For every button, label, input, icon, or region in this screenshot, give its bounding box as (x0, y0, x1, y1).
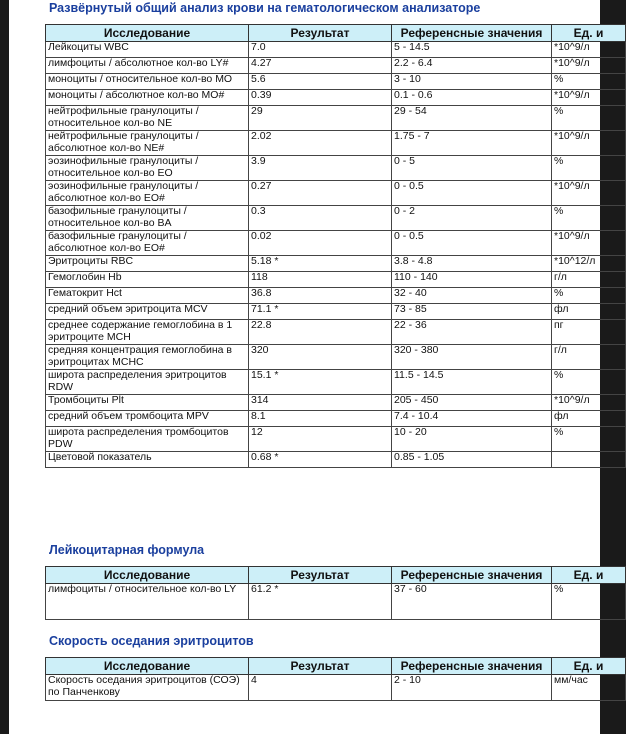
test-units: г/л (552, 345, 626, 370)
test-name: широта распределения тромбоцитов PDW (46, 427, 249, 452)
table-header-row (46, 658, 626, 675)
test-reference: 0 - 0.5 (392, 231, 552, 256)
header-result: Результат (249, 658, 392, 675)
test-units: г/л (552, 272, 626, 288)
header-reference: Референсные значения (392, 567, 552, 584)
test-name: Гемоглобин Hb (46, 272, 249, 288)
test-result: 4 (249, 675, 392, 701)
test-reference: 29 - 54 (392, 106, 552, 131)
test-reference: 320 - 380 (392, 345, 552, 370)
table-row (46, 304, 626, 320)
test-name: Эритроциты RBC (46, 256, 249, 272)
table-row (46, 74, 626, 90)
test-result: 22.8 (249, 320, 392, 345)
table-row (46, 90, 626, 106)
table-row (46, 345, 626, 370)
header-result: Результат (249, 25, 392, 42)
test-units: *10^9/л (552, 131, 626, 156)
test-result: 8.1 (249, 411, 392, 427)
table-row (46, 181, 626, 206)
test-units: *10^9/л (552, 58, 626, 74)
header-reference: Референсные значения (392, 658, 552, 675)
esr-results-table (45, 657, 626, 701)
table-row (46, 106, 626, 131)
test-name: лимфоциты / абсолютное кол-во LY# (46, 58, 249, 74)
test-result: 71.1 * (249, 304, 392, 320)
test-reference: 0 - 5 (392, 156, 552, 181)
test-name: эозинофильные гранулоциты / абсолютное кол-во EO# (46, 181, 249, 206)
test-result: 15.1 * (249, 370, 392, 395)
header-test: Исследование (46, 658, 249, 675)
header-test: Исследование (46, 25, 249, 42)
test-name: широта распределения эритроцитов RDW (46, 370, 249, 395)
test-units: фл (552, 304, 626, 320)
test-result: 7.0 (249, 42, 392, 58)
test-reference: 7.4 - 10.4 (392, 411, 552, 427)
test-units: % (552, 156, 626, 181)
test-result: 61.2 * (249, 584, 392, 620)
main-results-table (45, 24, 626, 468)
test-units: % (552, 206, 626, 231)
table-row (46, 411, 626, 427)
test-name: средняя концентрация гемоглобина в эритроцитах MCHC (46, 345, 249, 370)
table-row (46, 288, 626, 304)
test-name: базофильные гранулоциты / абсолютное кол-во EO# (46, 231, 249, 256)
table-row (46, 156, 626, 181)
test-reference: 2.2 - 6.4 (392, 58, 552, 74)
test-name: Цветовой показатель (46, 452, 249, 468)
test-result: 118 (249, 272, 392, 288)
test-reference: 0 - 0.5 (392, 181, 552, 206)
test-name: Скорость оседания эритроцитов (СОЭ) по Панченкову (46, 675, 249, 701)
test-result: 29 (249, 106, 392, 131)
esr-section-title: Скорость оседания эритроцитов (49, 634, 254, 648)
table-row (46, 58, 626, 74)
table-row (46, 272, 626, 288)
test-reference: 1.75 - 7 (392, 131, 552, 156)
test-result: 0.68 * (249, 452, 392, 468)
test-name: эозинофильные гранулоциты / относительное кол-во EO (46, 156, 249, 181)
test-name: моноциты / относительное кол-во MO (46, 74, 249, 90)
test-name: средний объем тромбоцита MPV (46, 411, 249, 427)
table-row (46, 206, 626, 231)
table-row (46, 231, 626, 256)
table-row (46, 42, 626, 58)
test-name: базофильные гранулоциты / относительное кол-во BA (46, 206, 249, 231)
header-units: Ед. и (552, 567, 626, 584)
report-page (9, 0, 604, 734)
test-reference: 73 - 85 (392, 304, 552, 320)
main-section-title: Развёрнутый общий анализ крови на гематологическом анализаторе (49, 1, 481, 15)
test-units: фл (552, 411, 626, 427)
test-name: Лейкоциты WBC (46, 42, 249, 58)
test-reference: 2 - 10 (392, 675, 552, 701)
test-result: 5.18 * (249, 256, 392, 272)
test-name: среднее содержание гемоглобина в 1 эритроците MCH (46, 320, 249, 345)
test-reference: 32 - 40 (392, 288, 552, 304)
test-result: 5.6 (249, 74, 392, 90)
table-row (46, 320, 626, 345)
test-units: % (552, 106, 626, 131)
test-name: Тромбоциты Plt (46, 395, 249, 411)
test-units: % (552, 427, 626, 452)
test-result: 36.8 (249, 288, 392, 304)
header-test: Исследование (46, 567, 249, 584)
test-units: *10^9/л (552, 231, 626, 256)
test-reference: 0 - 2 (392, 206, 552, 231)
test-name: лимфоциты / относительное кол-во LY (46, 584, 249, 620)
test-result: 0.39 (249, 90, 392, 106)
test-reference: 10 - 20 (392, 427, 552, 452)
table-header-row (46, 25, 626, 42)
test-units (552, 452, 626, 468)
test-result: 4.27 (249, 58, 392, 74)
table-row (46, 256, 626, 272)
header-units: Ед. и (552, 658, 626, 675)
header-reference: Референсные значения (392, 25, 552, 42)
table-header-row (46, 567, 626, 584)
table-row (46, 131, 626, 156)
test-reference: 0.1 - 0.6 (392, 90, 552, 106)
table-row (46, 395, 626, 411)
test-name: моноциты / абсолютное кол-во MO# (46, 90, 249, 106)
test-result: 12 (249, 427, 392, 452)
test-reference: 110 - 140 (392, 272, 552, 288)
test-units: *10^9/л (552, 181, 626, 206)
leuko-section-title: Лейкоцитарная формула (49, 543, 205, 557)
test-units: пг (552, 320, 626, 345)
test-result: 3.9 (249, 156, 392, 181)
test-name: средний объем эритроцита MCV (46, 304, 249, 320)
test-reference: 0.85 - 1.05 (392, 452, 552, 468)
test-units: % (552, 288, 626, 304)
table-row (46, 675, 626, 701)
header-result: Результат (249, 567, 392, 584)
test-units: *10^9/л (552, 90, 626, 106)
test-result: 2.02 (249, 131, 392, 156)
test-units: % (552, 74, 626, 90)
test-result: 0.3 (249, 206, 392, 231)
table-row (46, 584, 626, 620)
test-name: нейтрофильные гранулоциты / относительное кол-во NE (46, 106, 249, 131)
test-units: *10^9/л (552, 395, 626, 411)
header-units: Ед. и (552, 25, 626, 42)
test-result: 0.27 (249, 181, 392, 206)
test-result: 314 (249, 395, 392, 411)
test-name: Гематокрит Hct (46, 288, 249, 304)
test-units: % (552, 584, 626, 620)
test-reference: 3 - 10 (392, 74, 552, 90)
test-reference: 205 - 450 (392, 395, 552, 411)
test-units: мм/час (552, 675, 626, 701)
test-result: 320 (249, 345, 392, 370)
leuko-results-table (45, 566, 626, 620)
test-reference: 5 - 14.5 (392, 42, 552, 58)
test-units: *10^12/л (552, 256, 626, 272)
test-name: нейтрофильные гранулоциты / абсолютное кол-во NE# (46, 131, 249, 156)
test-reference: 11.5 - 14.5 (392, 370, 552, 395)
test-reference: 3.8 - 4.8 (392, 256, 552, 272)
test-units: % (552, 370, 626, 395)
test-units: *10^9/л (552, 42, 626, 58)
table-row (46, 452, 626, 468)
table-row (46, 427, 626, 452)
test-reference: 22 - 36 (392, 320, 552, 345)
test-reference: 37 - 60 (392, 584, 552, 620)
test-result: 0.02 (249, 231, 392, 256)
table-row (46, 370, 626, 395)
